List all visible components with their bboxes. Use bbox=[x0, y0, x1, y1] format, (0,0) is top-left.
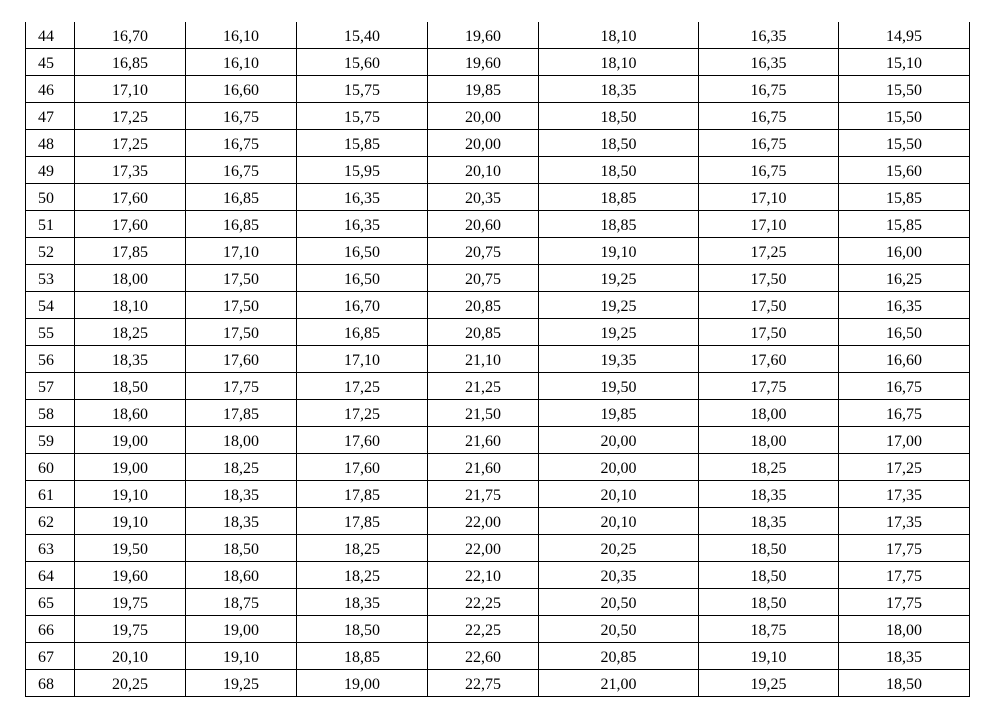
row-index-cell: 49 bbox=[26, 157, 75, 184]
value-cell-col7: 15,50 bbox=[839, 130, 970, 157]
value-cell-col3: 18,85 bbox=[297, 643, 428, 670]
value-cell-col1: 19,10 bbox=[75, 508, 186, 535]
value-cell-col4: 20,10 bbox=[428, 157, 539, 184]
value-cell-col5: 18,85 bbox=[539, 184, 699, 211]
value-cell-col5: 20,10 bbox=[539, 508, 699, 535]
row-index-cell: 52 bbox=[26, 238, 75, 265]
value-cell-col3: 16,35 bbox=[297, 211, 428, 238]
value-cell-col6: 16,75 bbox=[699, 130, 839, 157]
value-cell-col3: 15,95 bbox=[297, 157, 428, 184]
value-cell-col7: 16,60 bbox=[839, 346, 970, 373]
value-cell-col5: 19,35 bbox=[539, 346, 699, 373]
value-cell-col6: 18,00 bbox=[699, 427, 839, 454]
value-cell-col4: 19,85 bbox=[428, 76, 539, 103]
table-row bbox=[26, 481, 970, 508]
value-cell-col6: 16,75 bbox=[699, 76, 839, 103]
value-cell-col2: 18,50 bbox=[186, 535, 297, 562]
table-row bbox=[26, 616, 970, 643]
value-cell-col7: 15,85 bbox=[839, 211, 970, 238]
row-index-cell: 46 bbox=[26, 76, 75, 103]
value-cell-col5: 19,10 bbox=[539, 238, 699, 265]
row-index-cell: 67 bbox=[26, 643, 75, 670]
value-cell-col5: 19,85 bbox=[539, 400, 699, 427]
value-cell-col2: 18,00 bbox=[186, 427, 297, 454]
value-cell-col1: 18,10 bbox=[75, 292, 186, 319]
table-row bbox=[26, 562, 970, 589]
value-cell-col4: 21,50 bbox=[428, 400, 539, 427]
value-cell-col3: 15,60 bbox=[297, 49, 428, 76]
value-cell-col5: 20,10 bbox=[539, 481, 699, 508]
value-cell-col1: 19,60 bbox=[75, 562, 186, 589]
value-cell-col3: 17,10 bbox=[297, 346, 428, 373]
value-cell-col3: 15,75 bbox=[297, 76, 428, 103]
value-cell-col1: 18,50 bbox=[75, 373, 186, 400]
table-row bbox=[26, 508, 970, 535]
table-row bbox=[26, 670, 970, 697]
value-cell-col7: 15,60 bbox=[839, 157, 970, 184]
value-cell-col1: 18,35 bbox=[75, 346, 186, 373]
value-cell-col4: 20,35 bbox=[428, 184, 539, 211]
value-cell-col5: 18,10 bbox=[539, 49, 699, 76]
value-cell-col1: 17,10 bbox=[75, 76, 186, 103]
value-cell-col5: 18,85 bbox=[539, 211, 699, 238]
value-cell-col3: 15,75 bbox=[297, 103, 428, 130]
value-cell-col4: 20,00 bbox=[428, 103, 539, 130]
value-cell-col7: 16,35 bbox=[839, 292, 970, 319]
value-cell-col1: 18,25 bbox=[75, 319, 186, 346]
table-row bbox=[26, 643, 970, 670]
row-index-cell: 62 bbox=[26, 508, 75, 535]
value-cell-col1: 17,25 bbox=[75, 130, 186, 157]
row-index-cell: 44 bbox=[26, 22, 75, 49]
value-cell-col4: 22,25 bbox=[428, 589, 539, 616]
row-index-cell: 48 bbox=[26, 130, 75, 157]
value-cell-col2: 17,85 bbox=[186, 400, 297, 427]
value-cell-col1: 18,00 bbox=[75, 265, 186, 292]
value-cell-col6: 18,00 bbox=[699, 400, 839, 427]
value-cell-col7: 17,75 bbox=[839, 535, 970, 562]
value-cell-col7: 16,75 bbox=[839, 373, 970, 400]
value-cell-col5: 18,50 bbox=[539, 103, 699, 130]
value-cell-col4: 19,60 bbox=[428, 49, 539, 76]
value-cell-col7: 15,50 bbox=[839, 76, 970, 103]
value-cell-col7: 16,25 bbox=[839, 265, 970, 292]
value-cell-col1: 17,60 bbox=[75, 211, 186, 238]
data-table bbox=[25, 22, 970, 697]
table-row bbox=[26, 103, 970, 130]
value-cell-col2: 16,75 bbox=[186, 103, 297, 130]
value-cell-col3: 16,50 bbox=[297, 238, 428, 265]
value-cell-col4: 19,60 bbox=[428, 22, 539, 49]
value-cell-col2: 16,10 bbox=[186, 22, 297, 49]
table-row bbox=[26, 76, 970, 103]
value-cell-col6: 19,25 bbox=[699, 670, 839, 697]
value-cell-col2: 16,85 bbox=[186, 211, 297, 238]
value-cell-col3: 19,00 bbox=[297, 670, 428, 697]
value-cell-col6: 17,50 bbox=[699, 319, 839, 346]
value-cell-col4: 22,25 bbox=[428, 616, 539, 643]
data-table-container bbox=[25, 22, 969, 697]
table-row bbox=[26, 130, 970, 157]
value-cell-col4: 20,75 bbox=[428, 238, 539, 265]
value-cell-col7: 16,50 bbox=[839, 319, 970, 346]
table-row bbox=[26, 157, 970, 184]
value-cell-col1: 19,75 bbox=[75, 616, 186, 643]
value-cell-col2: 17,50 bbox=[186, 292, 297, 319]
value-cell-col1: 19,10 bbox=[75, 481, 186, 508]
table-row bbox=[26, 184, 970, 211]
value-cell-col3: 16,70 bbox=[297, 292, 428, 319]
value-cell-col7: 17,00 bbox=[839, 427, 970, 454]
value-cell-col4: 21,25 bbox=[428, 373, 539, 400]
value-cell-col7: 18,00 bbox=[839, 616, 970, 643]
value-cell-col4: 22,00 bbox=[428, 535, 539, 562]
value-cell-col7: 14,95 bbox=[839, 22, 970, 49]
value-cell-col4: 22,75 bbox=[428, 670, 539, 697]
row-index-cell: 59 bbox=[26, 427, 75, 454]
value-cell-col1: 16,85 bbox=[75, 49, 186, 76]
value-cell-col6: 17,50 bbox=[699, 265, 839, 292]
value-cell-col5: 18,35 bbox=[539, 76, 699, 103]
table-row bbox=[26, 49, 970, 76]
value-cell-col5: 19,25 bbox=[539, 265, 699, 292]
value-cell-col6: 18,50 bbox=[699, 535, 839, 562]
value-cell-col4: 20,00 bbox=[428, 130, 539, 157]
row-index-cell: 65 bbox=[26, 589, 75, 616]
value-cell-col4: 21,60 bbox=[428, 454, 539, 481]
value-cell-col2: 18,25 bbox=[186, 454, 297, 481]
table-row bbox=[26, 373, 970, 400]
value-cell-col1: 19,75 bbox=[75, 589, 186, 616]
table-row bbox=[26, 427, 970, 454]
value-cell-col5: 20,00 bbox=[539, 454, 699, 481]
value-cell-col3: 18,35 bbox=[297, 589, 428, 616]
value-cell-col1: 19,50 bbox=[75, 535, 186, 562]
value-cell-col1: 16,70 bbox=[75, 22, 186, 49]
row-index-cell: 50 bbox=[26, 184, 75, 211]
row-index-cell: 53 bbox=[26, 265, 75, 292]
value-cell-col6: 18,35 bbox=[699, 481, 839, 508]
value-cell-col5: 19,25 bbox=[539, 292, 699, 319]
row-index-cell: 63 bbox=[26, 535, 75, 562]
value-cell-col7: 17,25 bbox=[839, 454, 970, 481]
row-index-cell: 58 bbox=[26, 400, 75, 427]
value-cell-col6: 17,25 bbox=[699, 238, 839, 265]
value-cell-col3: 18,25 bbox=[297, 535, 428, 562]
value-cell-col4: 20,85 bbox=[428, 292, 539, 319]
value-cell-col5: 18,50 bbox=[539, 130, 699, 157]
value-cell-col7: 17,35 bbox=[839, 508, 970, 535]
value-cell-col4: 21,10 bbox=[428, 346, 539, 373]
value-cell-col3: 16,85 bbox=[297, 319, 428, 346]
value-cell-col6: 17,75 bbox=[699, 373, 839, 400]
value-cell-col3: 17,25 bbox=[297, 400, 428, 427]
row-index-cell: 54 bbox=[26, 292, 75, 319]
value-cell-col6: 18,25 bbox=[699, 454, 839, 481]
table-row bbox=[26, 454, 970, 481]
value-cell-col7: 18,35 bbox=[839, 643, 970, 670]
row-index-cell: 68 bbox=[26, 670, 75, 697]
row-index-cell: 56 bbox=[26, 346, 75, 373]
value-cell-col7: 17,75 bbox=[839, 562, 970, 589]
value-cell-col7: 17,75 bbox=[839, 589, 970, 616]
value-cell-col2: 16,60 bbox=[186, 76, 297, 103]
value-cell-col6: 16,35 bbox=[699, 22, 839, 49]
value-cell-col6: 17,10 bbox=[699, 211, 839, 238]
value-cell-col6: 16,75 bbox=[699, 103, 839, 130]
value-cell-col2: 17,60 bbox=[186, 346, 297, 373]
table-row bbox=[26, 346, 970, 373]
value-cell-col2: 18,60 bbox=[186, 562, 297, 589]
value-cell-col4: 20,85 bbox=[428, 319, 539, 346]
table-row bbox=[26, 535, 970, 562]
table-row bbox=[26, 211, 970, 238]
value-cell-col2: 18,75 bbox=[186, 589, 297, 616]
value-cell-col7: 18,50 bbox=[839, 670, 970, 697]
value-cell-col5: 20,35 bbox=[539, 562, 699, 589]
row-index-cell: 64 bbox=[26, 562, 75, 589]
value-cell-col5: 20,25 bbox=[539, 535, 699, 562]
value-cell-col6: 16,75 bbox=[699, 157, 839, 184]
value-cell-col2: 17,50 bbox=[186, 265, 297, 292]
value-cell-col1: 18,60 bbox=[75, 400, 186, 427]
value-cell-col1: 20,10 bbox=[75, 643, 186, 670]
value-cell-col6: 18,50 bbox=[699, 562, 839, 589]
value-cell-col6: 17,50 bbox=[699, 292, 839, 319]
row-index-cell: 60 bbox=[26, 454, 75, 481]
table-row bbox=[26, 319, 970, 346]
value-cell-col2: 18,35 bbox=[186, 508, 297, 535]
value-cell-col5: 18,50 bbox=[539, 157, 699, 184]
value-cell-col5: 18,10 bbox=[539, 22, 699, 49]
value-cell-col6: 18,50 bbox=[699, 589, 839, 616]
value-cell-col6: 17,10 bbox=[699, 184, 839, 211]
value-cell-col3: 16,35 bbox=[297, 184, 428, 211]
value-cell-col4: 22,00 bbox=[428, 508, 539, 535]
value-cell-col3: 17,60 bbox=[297, 454, 428, 481]
table-row bbox=[26, 292, 970, 319]
value-cell-col3: 17,25 bbox=[297, 373, 428, 400]
value-cell-col5: 20,85 bbox=[539, 643, 699, 670]
value-cell-col2: 17,75 bbox=[186, 373, 297, 400]
row-index-cell: 47 bbox=[26, 103, 75, 130]
value-cell-col5: 20,50 bbox=[539, 589, 699, 616]
value-cell-col7: 15,50 bbox=[839, 103, 970, 130]
row-index-cell: 66 bbox=[26, 616, 75, 643]
value-cell-col3: 17,85 bbox=[297, 508, 428, 535]
table-row bbox=[26, 22, 970, 49]
value-cell-col4: 20,75 bbox=[428, 265, 539, 292]
value-cell-col5: 20,50 bbox=[539, 616, 699, 643]
value-cell-col7: 16,75 bbox=[839, 400, 970, 427]
value-cell-col3: 18,25 bbox=[297, 562, 428, 589]
table-row bbox=[26, 589, 970, 616]
value-cell-col2: 16,75 bbox=[186, 157, 297, 184]
value-cell-col2: 19,00 bbox=[186, 616, 297, 643]
row-index-cell: 61 bbox=[26, 481, 75, 508]
value-cell-col6: 19,10 bbox=[699, 643, 839, 670]
value-cell-col7: 16,00 bbox=[839, 238, 970, 265]
value-cell-col1: 19,00 bbox=[75, 454, 186, 481]
value-cell-col5: 20,00 bbox=[539, 427, 699, 454]
value-cell-col4: 21,75 bbox=[428, 481, 539, 508]
value-cell-col3: 17,85 bbox=[297, 481, 428, 508]
value-cell-col6: 18,75 bbox=[699, 616, 839, 643]
value-cell-col2: 16,75 bbox=[186, 130, 297, 157]
table-row bbox=[26, 400, 970, 427]
value-cell-col1: 19,00 bbox=[75, 427, 186, 454]
value-cell-col2: 17,50 bbox=[186, 319, 297, 346]
value-cell-col1: 17,25 bbox=[75, 103, 186, 130]
value-cell-col4: 20,60 bbox=[428, 211, 539, 238]
value-cell-col7: 15,10 bbox=[839, 49, 970, 76]
value-cell-col2: 19,25 bbox=[186, 670, 297, 697]
value-cell-col3: 15,85 bbox=[297, 130, 428, 157]
value-cell-col1: 17,60 bbox=[75, 184, 186, 211]
row-index-cell: 57 bbox=[26, 373, 75, 400]
value-cell-col3: 17,60 bbox=[297, 427, 428, 454]
value-cell-col6: 16,35 bbox=[699, 49, 839, 76]
table-body bbox=[26, 22, 970, 697]
value-cell-col1: 17,85 bbox=[75, 238, 186, 265]
value-cell-col4: 21,60 bbox=[428, 427, 539, 454]
value-cell-col5: 19,50 bbox=[539, 373, 699, 400]
value-cell-col2: 19,10 bbox=[186, 643, 297, 670]
row-index-cell: 51 bbox=[26, 211, 75, 238]
value-cell-col3: 16,50 bbox=[297, 265, 428, 292]
value-cell-col5: 21,00 bbox=[539, 670, 699, 697]
value-cell-col2: 16,10 bbox=[186, 49, 297, 76]
value-cell-col2: 17,10 bbox=[186, 238, 297, 265]
value-cell-col1: 17,35 bbox=[75, 157, 186, 184]
value-cell-col4: 22,60 bbox=[428, 643, 539, 670]
value-cell-col7: 15,85 bbox=[839, 184, 970, 211]
value-cell-col7: 17,35 bbox=[839, 481, 970, 508]
value-cell-col6: 17,60 bbox=[699, 346, 839, 373]
value-cell-col2: 18,35 bbox=[186, 481, 297, 508]
value-cell-col3: 18,50 bbox=[297, 616, 428, 643]
row-index-cell: 45 bbox=[26, 49, 75, 76]
value-cell-col5: 19,25 bbox=[539, 319, 699, 346]
value-cell-col2: 16,85 bbox=[186, 184, 297, 211]
table-row bbox=[26, 265, 970, 292]
value-cell-col1: 20,25 bbox=[75, 670, 186, 697]
value-cell-col3: 15,40 bbox=[297, 22, 428, 49]
value-cell-col4: 22,10 bbox=[428, 562, 539, 589]
row-index-cell: 55 bbox=[26, 319, 75, 346]
table-row bbox=[26, 238, 970, 265]
value-cell-col6: 18,35 bbox=[699, 508, 839, 535]
